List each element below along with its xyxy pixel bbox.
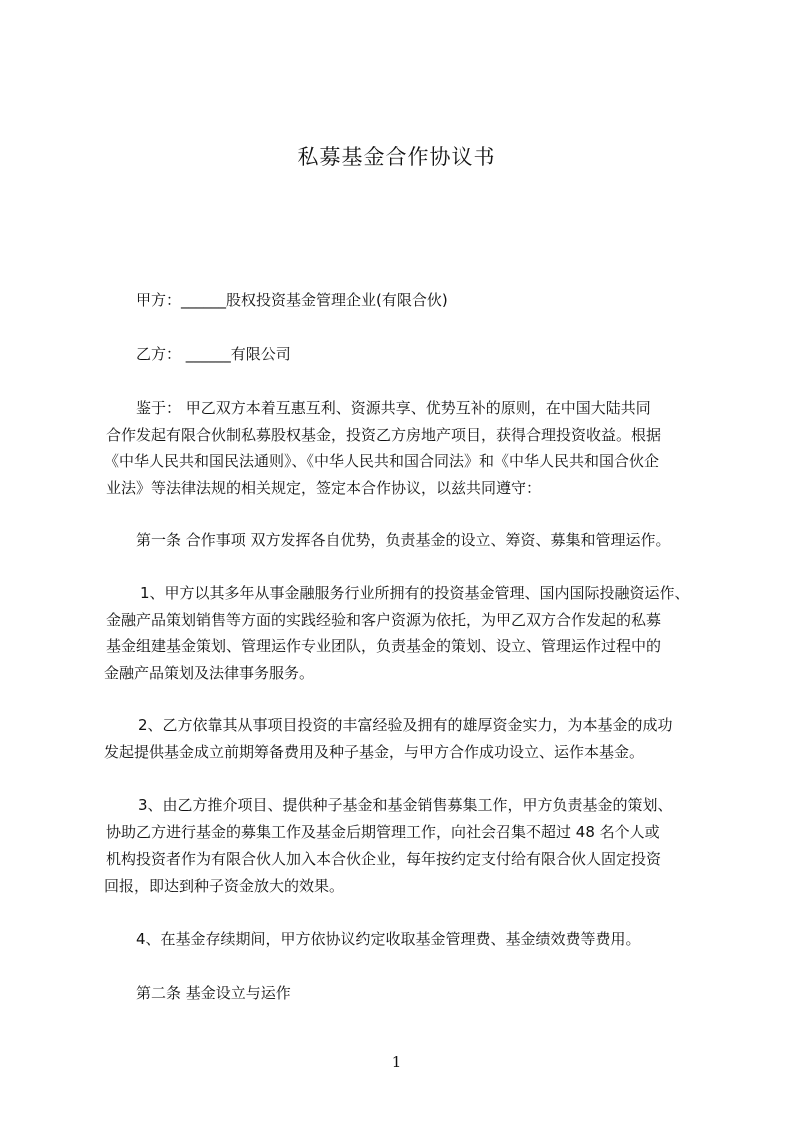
clause-4: 4、在基金存续期间，甲方依协议约定收取基金管理费、基金绩效费等费用。 [136,930,641,948]
document-title: 私募基金合作协议书 [297,145,496,169]
paragraph-line: 金融产品策划及法律事务服务。 [104,664,315,682]
article-1-heading: 第一条 合作事项 双方发挥各自优势，负责基金的设立、筹资、募集和管理运作。 [136,531,671,549]
paragraph-line: 合作发起有限合伙制私募股权基金，投资乙方房地产项目，获得合理投资收益。根据 [106,426,662,444]
paragraph-line: 1、甲方以其多年从事金融服务行业所拥有的投资基金管理、国内国际投融资运作、 [140,584,690,602]
paragraph-line: 3、由乙方推介项目、提供种子基金和基金销售募集工作，甲方负责基金的策划、 [138,796,673,814]
paragraph-line: 机构投资者作为有限合伙人加入本合伙企业，每年按约定支付给有限合伙人固定投资 [106,850,662,868]
paragraph-line: 基金组建基金策划、管理运作专业团队，负责基金的策划、设立、管理运作过程中的 [106,637,662,655]
page-number: 1 [391,1053,402,1071]
paragraph-line: 回报，即达到种子资金放大的效果。 [104,877,345,895]
paragraph-line: 协助乙方进行基金的募集工作及基金后期管理工作，向社会召集不超过 48 名个人或 [106,823,660,841]
article-2-heading: 第二条 基金设立与运作 [136,984,291,1002]
party-a-line: 甲方：______股权投资基金管理企业(有限合伙) [136,291,448,309]
paragraph-line: 金融产品策划销售等方面的实践经验和客户资源为依托，为甲乙双方合作发起的私募 [106,611,662,629]
party-b-line: 乙方： ______有限公司 [136,345,291,363]
paragraph-line: 业法》等法律法规的相关规定，签定本合作协议，以兹共同遵守： [106,479,542,497]
paragraph-line: 2、乙方依靠其从事项目投资的丰富经验及拥有的雄厚资金实力，为本基金的成功 [138,716,673,734]
paragraph-line: 鉴于： 甲乙双方本着互惠互利、资源共享、优势互补的原则，在中国大陆共同 [136,399,651,417]
paragraph-line: 发起提供基金成立前期筹备费用及种子基金，与甲方合作成功设立、运作本基金。 [104,743,645,761]
paragraph-line: 《中华人民共和国民法通则》、《中华人民共和国合同法》和《中华人民共和国合伙企 [104,452,660,470]
